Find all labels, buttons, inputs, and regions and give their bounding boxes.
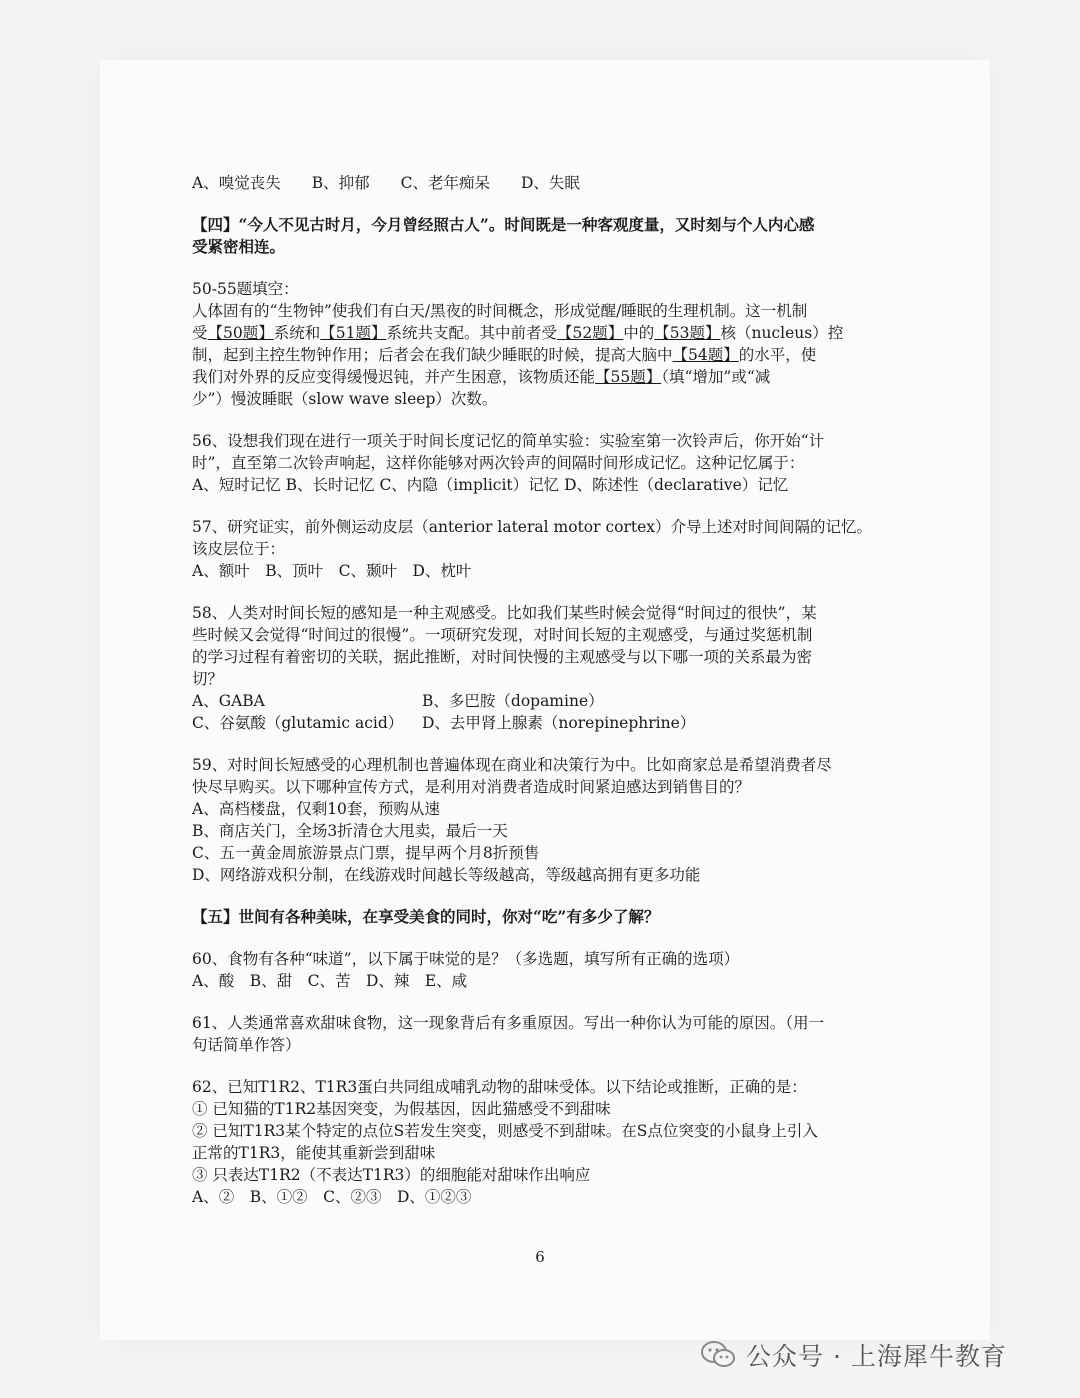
section4-title-line2: 受紧密相连。: [192, 237, 286, 256]
page-number: 6: [535, 1248, 545, 1266]
blank-51: 【51题】: [320, 324, 387, 342]
q59-option-a: A、高档楼盘，仅剩10套，预购从速: [192, 800, 440, 818]
blank-53: 【53题】: [654, 324, 721, 342]
q58-option-b: B、多巴胺（dopamine）: [422, 692, 604, 710]
q60-options: A、酸 B、甜 C、苦 D、辣 E、咸: [192, 972, 468, 990]
q58-option-c: C、谷氨酸（glutamic acid）: [192, 714, 404, 732]
fill-line4: 我们对外界的反应变得缓慢迟钝，并产生困意，该物质还能【55题】（填“增加”或“减: [192, 368, 771, 386]
section4-title-line1: 【四】“今人不见古时月，今月曾经照古人”。时间既是一种客观度量，又时刻与个人内心感: [192, 215, 815, 234]
fill-line2: 受【50题】系统和【51题】系统共支配。其中前者受【52题】中的【53题】核（nucleus）控: [192, 324, 844, 342]
q58-line4: 切？: [192, 670, 224, 688]
q59-option-d: D、网络游戏积分制，在线游戏时间越长等级越高，等级越高拥有更多功能: [192, 866, 701, 884]
q56-line1: 56、设想我们现在进行一项关于时间长度记忆的简单实验：实验室第一次铃声后，你开始“计: [192, 432, 825, 450]
q56-line2: 时”，直至第二次铃声响起，这样你能够对两次铃声的间隔时间形成记忆。这种记忆属于：: [192, 454, 805, 472]
q62-options: A、② B、①② C、②③ D、①②③: [192, 1188, 472, 1206]
q59-option-b: B、商店关门，全场3折清仓大甩卖，最后一天: [192, 822, 508, 840]
q59-line2: 快尽早购买。以下哪种宣传方式，是利用对消费者造成时间紧迫感达到销售目的？: [192, 778, 751, 796]
q58-line2: 些时候又会觉得“时间过的很慢”。一项研究发现，对时间长短的主观感受，与通过奖惩机制: [192, 626, 813, 644]
blank-54: 【54题】: [672, 346, 739, 364]
q58-line3: 的学习过程有着密切的关联，据此推断，对时间快慢的主观感受与以下哪一项的关系最为密: [192, 648, 813, 666]
blank-55: 【55题】: [595, 368, 662, 386]
q60-line1: 60、食物有各种“味道”，以下属于味觉的是？（多选题，填写所有正确的选项）: [192, 950, 740, 968]
q62-statement3: ③ 只表达T1R2（不表达T1R3）的细胞能对甜味作出响应: [192, 1166, 591, 1184]
q59-line1: 59、对时间长短感受的心理机制也普遍体现在商业和决策行为中。比如商家总是希望消费者尽: [192, 756, 832, 774]
fill-line1: 人体固有的“生物钟”使我们有白天/黑夜的时间概念，形成觉醒/睡眠的生理机制。这一机制: [192, 302, 808, 320]
fill-line3: 制，起到主控生物钟作用；后者会在我们缺少睡眠的时候，提高大脑中【54题】的水平，使: [192, 346, 817, 364]
q58-line1: 58、人类对时间长短的感知是一种主观感受。比如我们某些时候会觉得“时间过的很快”，某: [192, 604, 817, 622]
watermark-text: 公众号 · 上海犀牛教育: [746, 1342, 1007, 1371]
blank-52: 【52题】: [557, 324, 624, 342]
wechat-icon: [700, 1340, 736, 1370]
watermark: [700, 1333, 1007, 1377]
fill-line5: 少”）慢波睡眠（slow wave sleep）次数。: [192, 390, 498, 408]
fill-header: 50-55题填空：: [192, 280, 299, 298]
q57-line1: 57、研究证实，前外侧运动皮层（anterior lateral motor cortex）介导上述对时间间隔的记忆。: [192, 518, 873, 536]
q59-option-c: C、五一黄金周旅游景点门票，提早两个月8折预售: [192, 844, 540, 862]
q58-options: [192, 690, 872, 734]
q58-option-d: D、去甲肾上腺素（norepinephrine）: [422, 714, 696, 732]
q49-options: A、嗅觉丧失 B、抑郁 C、老年痴呆 D、失眠: [192, 174, 580, 192]
q62-statement1: ① 已知猫的T1R2基因突变，为假基因，因此猫感受不到甜味: [192, 1100, 611, 1118]
section5-title: 【五】世间有各种美味，在享受美食的同时，你对“吃”有多少了解？: [192, 907, 660, 926]
q61-line1: 61、人类通常喜欢甜味食物，这一现象背后有多重原因。写出一种你认为可能的原因。（用一: [192, 1014, 824, 1032]
q62-statement2b: 正常的T1R3，能使其重新尝到甜味: [192, 1144, 436, 1162]
q61-line2: 句话简单作答）: [192, 1036, 301, 1054]
blank-50: 【50题】: [207, 324, 274, 342]
q57-line2: 该皮层位于：: [192, 540, 286, 558]
q62-line1: 62、已知T1R2、T1R3蛋白共同组成哺乳动物的甜味受体。以下结论或推断，正确的是：: [192, 1078, 807, 1096]
q58-option-a: A、GABA: [192, 692, 265, 710]
exam-content: [192, 172, 872, 1208]
q57-options: A、额叶 B、顶叶 C、颞叶 D、枕叶: [192, 562, 472, 580]
q62-statement2a: ② 已知T1R3某个特定的点位S若发生突变，则感受不到甜味。在S点位突变的小鼠身上引入: [192, 1122, 818, 1140]
q56-options: A、短时记忆 B、长时记忆 C、内隐（implicit）记忆 D、陈述性（declarative）记忆: [192, 476, 789, 494]
